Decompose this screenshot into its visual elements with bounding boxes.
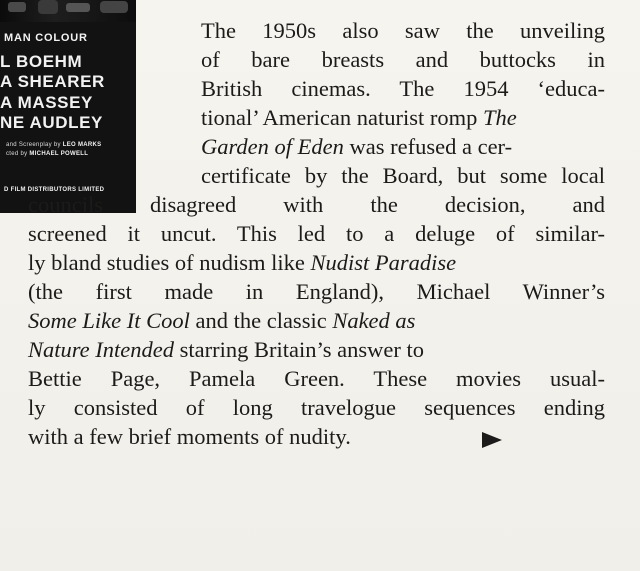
article-line-10: (the first made in England), Michael Winner’s [28, 279, 605, 304]
article-line-9 [28, 249, 605, 276]
article-line-12-text: starring Britain’s answer to [174, 337, 424, 362]
article-line-4-italic: The [483, 105, 517, 130]
poster-line-audley: NE AUDLEY [0, 113, 104, 132]
article-line-11-text: and the classic [189, 308, 333, 333]
article-title-nudist-paradise: Nudist Paradise [310, 250, 457, 275]
article-line-5-text: was refused a cer- [343, 134, 513, 159]
article-title-naked-as: Naked as [332, 308, 416, 333]
poster-credit-director-name: MICHAEL POWELL [29, 151, 89, 157]
article-line-4 [201, 104, 605, 131]
article-line-7: councils disagreed with the decision, and [28, 192, 605, 217]
poster-line-colour: MAN COLOUR [4, 32, 88, 44]
article-line-9-text: ly bland studies of nudism like [28, 250, 311, 275]
article-line-12 [28, 336, 605, 363]
poster-credit-screenplay-prefix: and Screenplay by [6, 142, 61, 148]
article-line-8: screened it uncut. This led to a deluge of similar- [28, 221, 605, 246]
article-line-3: British cinemas. The 1954 ‘educa- [201, 76, 605, 101]
poster-line-shearer: A SHEARER [0, 72, 105, 91]
article-line-6: certificate by the Board, but some local [201, 163, 605, 188]
poster-line-boehm: L BOEHM [0, 52, 83, 71]
article-line-15: with a few brief moments of nudity. [28, 424, 351, 449]
article-title-nature-intended: Nature Intended [28, 337, 175, 362]
article-line-2: of bare breasts and buttocks in [201, 47, 605, 72]
article-title-some-like-it-cool: Some Like It Cool [28, 308, 190, 333]
article-line-13: Bettie Page, Pamela Green. These movies usual- [28, 366, 605, 391]
article-title-garden-of-eden: Garden of Eden [201, 134, 344, 159]
article-line-5 [201, 133, 605, 160]
article-line-4-text: tional’ American naturist romp [201, 105, 484, 130]
article-line-1: The 1950s also saw the unveiling [201, 18, 605, 43]
poster-line-massey: A MASSEY [0, 93, 93, 112]
right-triangle-icon [482, 432, 502, 448]
poster-credit-screenplay-name: LEO MARKS [62, 142, 102, 148]
article-line-14: ly consisted of long travelogue sequences ending [28, 395, 605, 420]
poster-credit-director-prefix: cted by [6, 151, 28, 157]
poster-distributor-text: D FILM DISTRIBUTORS LIMITED [4, 187, 105, 193]
article-line-11 [28, 307, 605, 334]
